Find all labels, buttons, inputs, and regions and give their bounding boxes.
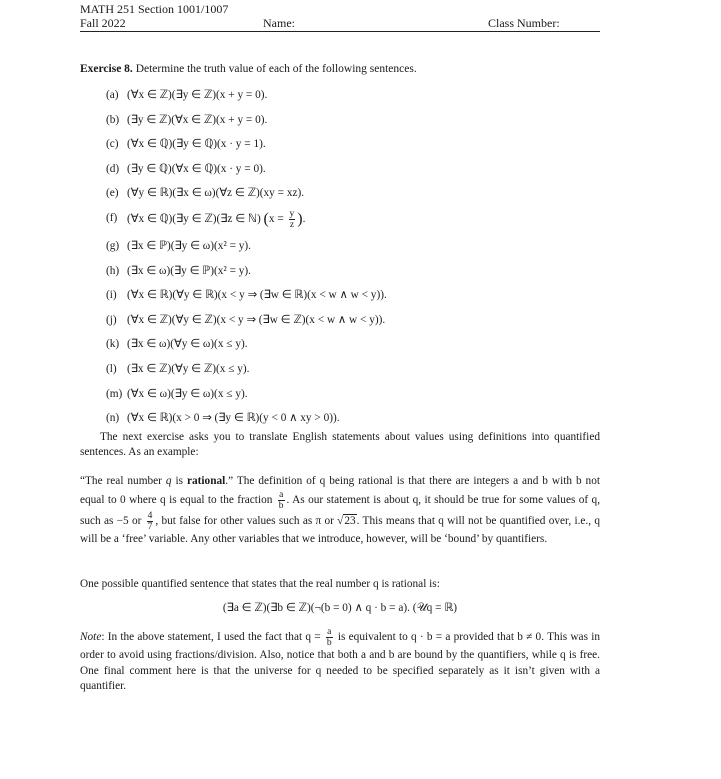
fraction: $\frac{4}{7}$ [147,510,153,532]
header-rule [80,31,600,32]
list-item: (a) (∀x ∈ ℤ)(∃y ∈ ℤ)(x + y = 0). [106,86,606,111]
list-item: (b) (∃y ∈ ℤ)(∀x ∈ ℤ)(x + y = 0). [106,111,606,136]
formula: (∃x ∈ ω)(∀y ∈ ω)(x ≤ y). [127,338,248,351]
list-item: (c) (∀x ∈ ℚ)(∃y ∈ ℚ)(x · y = 1). [106,135,606,160]
course-title: MATH 251 Section 1001/1007 [80,2,229,16]
formula: (∃x ∈ ℤ)(∀y ∈ ℤ)(x ≤ y). [127,362,250,375]
exercise-instructions: Determine the truth value of each of the following sentences. [135,63,417,75]
formula: (∀x ∈ ω)(∃y ∈ ω)(x ≤ y). [127,387,248,400]
formula: (∃y ∈ ℤ)(∀x ∈ ℤ)(x + y = 0). [127,113,268,126]
formula: (∃x ∈ ℙ)(∃y ∈ ω)(x² = y). [127,239,252,252]
term-label: Fall 2022 [80,16,126,30]
fraction: $\frac{a}{b}$ [278,489,284,511]
name-label: Name: [263,16,295,30]
header-row [80,16,600,30]
list-item: (n) (∀x ∈ ℝ)(x > 0 ⇒ (∃y ∈ ℝ)(y < 0 ∧ xy > 0)). [106,409,606,434]
formula: (∃y ∈ ℚ)(∀x ∈ ℚ)(x · y = 0). [127,162,266,175]
formula: (∀x ∈ ℝ)(∀y ∈ ℝ)(x < y ⇒ (∃w ∈ ℝ)(x < w ∧ w < y)). [127,289,387,302]
formula: (∀x ∈ ℝ)(x > 0 ⇒ (∃y ∈ ℝ)(y < 0 ∧ xy > 0)). [127,412,340,425]
exercise-title [80,63,417,75]
note-paragraph: Note: In the above statement, I used the fact that q = $\frac{a}{b}$ is equivalent to q · b = a provided that b ≠ 0. This was in order to avoid using fractions/division. Also, notice that both a and b are bound by the quantifiers, while q is free. One final comment here is that the universe for q needed to be specified separately as it isn’t given with a quantifier. [80,627,600,692]
formula: (∀x ∈ ℤ)(∃y ∈ ℤ)(x + y = 0). [127,89,268,101]
list-item: (m) (∀x ∈ ω)(∃y ∈ ω)(x ≤ y). [106,385,606,410]
list-item: (i) (∀x ∈ ℝ)(∀y ∈ ℝ)(x < y ⇒ (∃w ∈ ℝ)(x < w ∧ w < y)). [106,286,606,311]
note-label: Note [80,631,102,644]
possible-sentence-intro: One possible quantified sentence that states that the real number q is rational is: [80,578,440,590]
exercise-number: Exercise 8. [80,63,133,75]
class-number-label: Class Number: [488,16,560,30]
course-header [80,2,600,16]
list-item: (l) (∃x ∈ ℤ)(∀y ∈ ℤ)(x ≤ y). [106,360,606,385]
list-item: (j) (∀x ∈ ℤ)(∀y ∈ ℤ)(x < y ⇒ (∃w ∈ ℤ)(x < w ∧ w < y)). [106,311,606,336]
fraction: $\frac{a}{b}$ [326,627,332,648]
example-paragraph: “The real number q is rational.” The definition of q being rational is that there are integers a and b with b not equal to 0 where q is equal to the fraction $\frac{a}{b}$ . As our statement is about q, it should be true for some values of q, such as −5 or $\frac{4}{7}$ , but false for other values such as π or √23. This means that q will not be quantified over, i.e., q will be a ‘free’ variable. Any other variables that we introduce, however, will be ‘bound’ by quantifiers. [80,475,601,545]
formula: (∀y ∈ ℝ)(∃x ∈ ω)(∀z ∈ ℤ)(xy = xz). [127,187,305,200]
exercise-items [106,86,606,434]
fraction: $\frac{y}{z}$ [289,208,295,230]
formula: (∀x ∈ ℤ)(∀y ∈ ℤ)(x < y ⇒ (∃w ∈ ℤ)(x < w ∧ w < y)). [127,313,386,326]
centered-formula: (∃a ∈ ℤ)(∃b ∈ ℤ)(¬(b = 0) ∧ q · b = a). (𝒰q = ℝ) [222,602,458,614]
list-item: (k) (∃x ∈ ω)(∀y ∈ ω)(x ≤ y). [106,335,606,360]
list-item: (d) (∃y ∈ ℚ)(∀x ∈ ℚ)(x · y = 0). [106,160,606,185]
list-item: (g) (∃x ∈ ℙ)(∃y ∈ ω)(x² = y). [106,237,606,262]
list-item: (e) (∀y ∈ ℝ)(∃x ∈ ω)(∀z ∈ ℤ)(xy = xz). [106,184,606,209]
intro-paragraph: The next exercise asks you to translate English statements about values using definitions into quantified sentences. As an example: [80,431,600,458]
formula: (∀x ∈ ℚ)(∃y ∈ ℤ)(∃z ∈ ℕ) (x = $\frac{y}{z}$ ). [127,208,306,230]
list-item: (f) (∀x ∈ ℚ)(∃y ∈ ℤ)(∃z ∈ ℕ) (x = $\frac{y}{z}$ ). [106,209,606,237]
list-item: (h) (∃x ∈ ω)(∃y ∈ ℙ)(x² = y). [106,262,606,287]
formula: (∃x ∈ ω)(∃y ∈ ℙ)(x² = y). [127,264,252,277]
formula: (∀x ∈ ℚ)(∃y ∈ ℚ)(x · y = 1). [127,138,266,151]
